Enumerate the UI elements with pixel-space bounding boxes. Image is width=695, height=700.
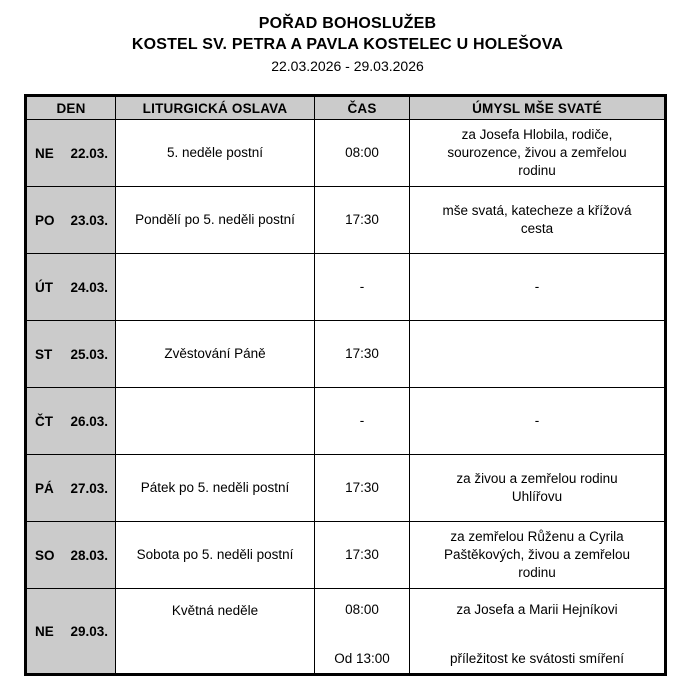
intention-primary: -: [534, 279, 540, 294]
day-cell: [26, 522, 116, 589]
day-date: 25.03.: [70, 346, 108, 362]
schedule-table: [24, 94, 667, 676]
time-cell: [315, 522, 410, 589]
celebration-cell: [116, 321, 315, 388]
day-date: 26.03.: [70, 413, 108, 429]
intention-primary: za Josefa a Marii Hejníkovi: [456, 602, 618, 617]
day-cell: [26, 254, 116, 321]
day-abbr: SO: [35, 547, 55, 563]
intention-primary: mše svatá, katecheze a křížová cesta: [442, 203, 632, 236]
day-abbr: ČT: [35, 413, 53, 429]
time-primary: -: [359, 413, 365, 428]
celebration-label: 5. neděle postní: [166, 145, 264, 160]
day-abbr: NE: [35, 623, 54, 639]
time-primary: 17:30: [345, 547, 379, 562]
celebration-cell: [116, 187, 315, 254]
time-primary: 08:00: [345, 145, 379, 160]
intention-primary: za zemřelou Růženu a Cyrila Paštěkových, živou a zemřelou rodinu: [443, 529, 631, 580]
day-abbr: ÚT: [35, 279, 53, 295]
celebration-label: Pátek po 5. neděli postní: [140, 480, 290, 495]
day-date: 28.03.: [70, 547, 108, 563]
day-cell: [26, 388, 116, 455]
celebration-label: Zvěstování Páně: [164, 346, 266, 361]
table-row: [26, 455, 666, 522]
schedule-header-row: [26, 96, 666, 120]
time-primary: -: [359, 279, 365, 294]
day-date: 22.03.: [70, 145, 108, 161]
intention-cell: [410, 522, 666, 589]
document-header: [0, 0, 695, 77]
intention-secondary: příležitost ke svátosti smíření: [449, 651, 625, 666]
date-range: 22.03.2026 - 29.03.2026: [271, 58, 424, 74]
intention-primary: za Josefa Hlobila, rodiče, sourozence, živou a zemřelou rodinu: [447, 127, 627, 178]
column-header-celebration: LITURGICKÁ OSLAVA: [116, 96, 315, 120]
column-header-time: ČAS: [315, 96, 410, 120]
intention-primary: za živou a zemřelou rodinu Uhlířovu: [456, 471, 618, 504]
celebration-label: Květná neděle: [171, 603, 259, 618]
day-abbr: NE: [35, 145, 54, 161]
intention-cell: [410, 455, 666, 522]
day-cell: [26, 187, 116, 254]
intention-cell: [410, 589, 666, 675]
celebration-cell: [116, 455, 315, 522]
time-cell: [315, 254, 410, 321]
column-header-day: DEN: [26, 96, 116, 120]
time-primary: 17:30: [345, 346, 379, 361]
celebration-label: Pondělí po 5. neděli postní: [135, 212, 295, 227]
time-primary: 17:30: [345, 212, 379, 227]
table-row: [26, 254, 666, 321]
intention-cell: [410, 120, 666, 187]
day-date: 24.03.: [70, 279, 108, 295]
day-cell: [26, 120, 116, 187]
celebration-label: Sobota po 5. neděli postní: [136, 547, 294, 562]
time-secondary: Od 13:00: [334, 651, 390, 666]
day-abbr: PO: [35, 212, 55, 228]
day-cell: [26, 589, 116, 675]
day-date: 23.03.: [70, 212, 108, 228]
schedule-body: [26, 120, 666, 675]
time-cell: [315, 388, 410, 455]
table-row: [26, 522, 666, 589]
page-subtitle: KOSTEL SV. PETRA A PAVLA KOSTELEC U HOLEŠOVA: [131, 36, 564, 53]
table-row: [26, 187, 666, 254]
day-date: 29.03.: [70, 623, 108, 639]
day-cell: [26, 321, 116, 388]
day-abbr: ST: [35, 346, 53, 362]
intention-primary: -: [534, 413, 540, 428]
day-abbr: PÁ: [35, 480, 54, 496]
table-row: [26, 589, 666, 675]
intention-cell: [410, 321, 666, 388]
celebration-cell: [116, 522, 315, 589]
table-row: [26, 120, 666, 187]
day-cell: [26, 455, 116, 522]
time-cell: [315, 455, 410, 522]
celebration-cell: [116, 120, 315, 187]
time-cell: [315, 321, 410, 388]
table-row: [26, 321, 666, 388]
celebration-cell: [116, 254, 315, 321]
table-row: [26, 388, 666, 455]
column-header-intention: ÚMYSL MŠE SVATÉ: [410, 96, 666, 120]
intention-cell: [410, 388, 666, 455]
celebration-cell: [116, 388, 315, 455]
time-primary: 17:30: [345, 480, 379, 495]
time-cell: [315, 120, 410, 187]
time-primary: 08:00: [345, 602, 379, 617]
page-title: POŘAD BOHOSLUŽEB: [258, 15, 437, 32]
intention-cell: [410, 187, 666, 254]
time-cell: [315, 589, 410, 675]
intention-cell: [410, 254, 666, 321]
celebration-cell: [116, 589, 315, 675]
day-date: 27.03.: [70, 480, 108, 496]
time-cell: [315, 187, 410, 254]
